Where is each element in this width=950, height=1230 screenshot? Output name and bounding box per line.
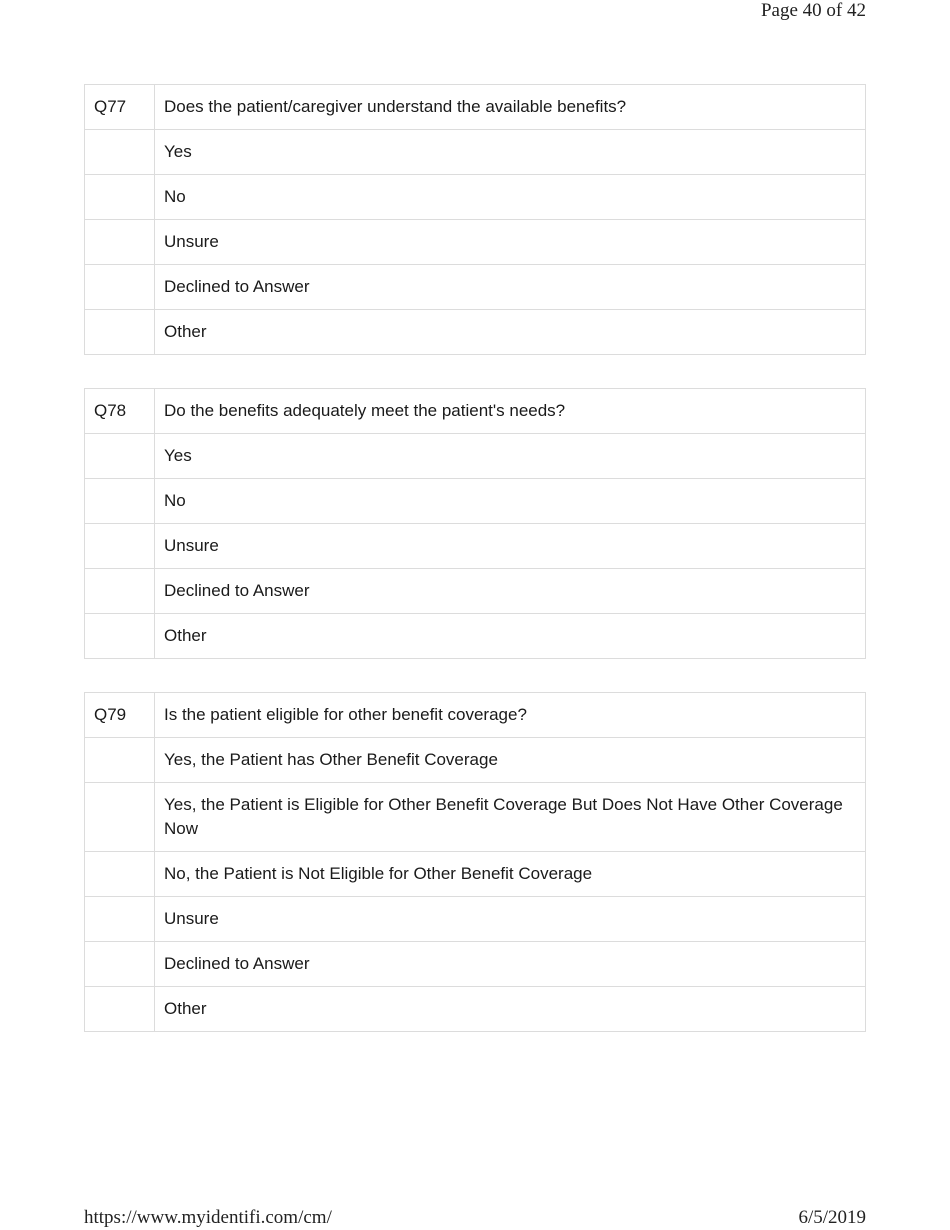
question-number: Q77 (85, 85, 155, 130)
question-table-q79 (84, 692, 866, 1032)
option-number-cell (85, 783, 155, 852)
option-row (85, 220, 866, 265)
option-number-cell (85, 434, 155, 479)
option-row (85, 175, 866, 220)
option-text: Yes (155, 434, 866, 479)
option-number-cell (85, 738, 155, 783)
option-row (85, 130, 866, 175)
option-text: Unsure (155, 524, 866, 569)
question-number: Q78 (85, 389, 155, 434)
question-row (85, 389, 866, 434)
option-number-cell (85, 524, 155, 569)
question-text: Does the patient/caregiver understand the available benefits? (155, 85, 866, 130)
option-number-cell (85, 852, 155, 897)
option-row (85, 479, 866, 524)
option-text: Unsure (155, 220, 866, 265)
footer-url[interactable]: https://www.myidentifi.com/cm/ (84, 1207, 332, 1228)
option-number-cell (85, 897, 155, 942)
option-text: Declined to Answer (155, 569, 866, 614)
option-text: Yes, the Patient has Other Benefit Coverage (155, 738, 866, 783)
option-text: No, the Patient is Not Eligible for Other Benefit Coverage (155, 852, 866, 897)
option-number-cell (85, 220, 155, 265)
option-text: No (155, 479, 866, 524)
footer-date: 6/5/2019 (798, 1207, 866, 1228)
page-number: Page 40 of 42 (760, 0, 866, 21)
option-number-cell (85, 265, 155, 310)
question-table-q77 (84, 84, 866, 355)
question-row (85, 693, 866, 738)
option-text: Yes (155, 130, 866, 175)
option-number-cell (85, 479, 155, 524)
option-row (85, 524, 866, 569)
option-text: Unsure (155, 897, 866, 942)
question-text: Is the patient eligible for other benefit coverage? (155, 693, 866, 738)
question-number: Q79 (85, 693, 155, 738)
option-text: Other (155, 614, 866, 659)
option-row (85, 783, 866, 852)
question-row (85, 85, 866, 130)
option-row (85, 569, 866, 614)
option-row (85, 897, 866, 942)
option-row (85, 738, 866, 783)
option-text: Other (155, 987, 866, 1032)
question-text: Do the benefits adequately meet the patient's needs? (155, 389, 866, 434)
option-text: Declined to Answer (155, 942, 866, 987)
option-text: No (155, 175, 866, 220)
option-row (85, 987, 866, 1032)
option-number-cell (85, 130, 155, 175)
option-number-cell (85, 987, 155, 1032)
option-row (85, 310, 866, 355)
option-text: Declined to Answer (155, 265, 866, 310)
option-number-cell (85, 569, 155, 614)
question-table-q78 (84, 388, 866, 659)
option-number-cell (85, 614, 155, 659)
option-row (85, 614, 866, 659)
option-number-cell (85, 310, 155, 355)
option-row (85, 434, 866, 479)
option-row (85, 265, 866, 310)
option-text: Other (155, 310, 866, 355)
option-number-cell (85, 175, 155, 220)
option-text: Yes, the Patient is Eligible for Other Benefit Coverage But Does Not Have Other Coverage Now (155, 783, 866, 852)
option-row (85, 852, 866, 897)
option-number-cell (85, 942, 155, 987)
option-row (85, 942, 866, 987)
